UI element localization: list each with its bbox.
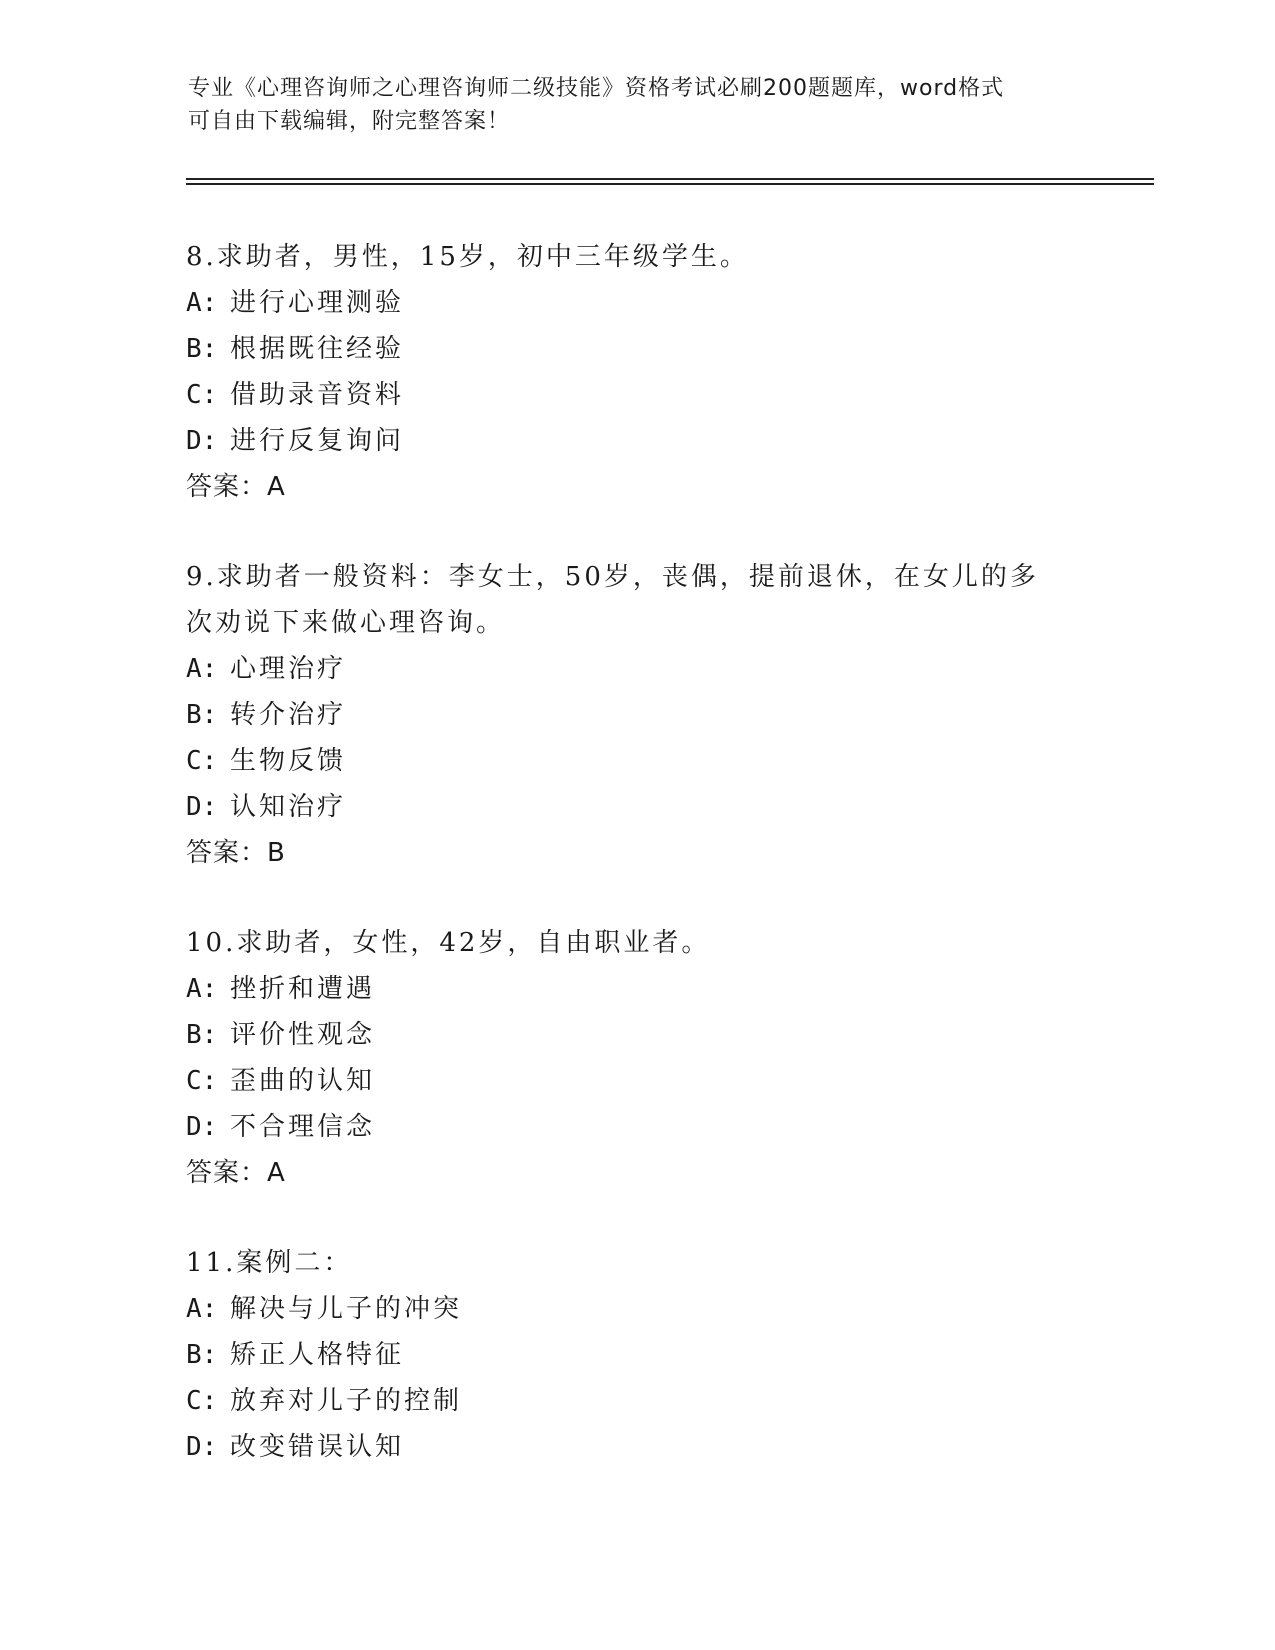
- option-key: C:: [186, 380, 218, 410]
- option-key: D:: [186, 1112, 218, 1142]
- question-8: [186, 234, 1086, 510]
- option-b: [186, 1012, 1086, 1058]
- question-10: [186, 920, 1086, 1196]
- answer-line: 答案：A: [186, 472, 286, 502]
- option-text: 改变错误认知: [230, 1432, 405, 1462]
- header-line-1: 专业《心理咨询师之心理咨询师二级技能》资格考试必刷200题题库，word格式: [188, 76, 1005, 101]
- question-stem: 8.求助者，男性，15岁，初中三年级学生。: [186, 242, 749, 272]
- option-key: C:: [186, 746, 218, 776]
- question-stem: 11.案例二：: [186, 1248, 353, 1278]
- option-text: 认知治疗: [230, 792, 347, 822]
- option-key: C:: [186, 1066, 218, 1096]
- option-d: [186, 1424, 1086, 1470]
- option-text: 不合理信念: [230, 1112, 376, 1142]
- header-line-2: 可自由下载编辑，附完整答案！: [188, 109, 511, 134]
- option-key: B:: [186, 700, 218, 730]
- option-b: [186, 326, 1086, 372]
- option-key: B:: [186, 1020, 218, 1050]
- option-key: D:: [186, 426, 218, 456]
- option-key: A:: [186, 1294, 218, 1324]
- option-text: 转介治疗: [230, 700, 347, 730]
- option-text: 放弃对儿子的控制: [230, 1386, 463, 1416]
- option-key: C:: [186, 1386, 218, 1416]
- question-11: [186, 1240, 1086, 1470]
- option-b: [186, 692, 1086, 738]
- document-header: [188, 72, 1088, 138]
- question-stem: 9.求助者一般资料：李女士，50岁，丧偶，提前退休，在女儿的多次劝说下来做心理咨询。: [186, 562, 1039, 638]
- option-key: A:: [186, 654, 218, 684]
- option-text: 评价性观念: [230, 1020, 376, 1050]
- option-c: [186, 372, 1086, 418]
- answer-line: 答案：A: [186, 1158, 286, 1188]
- option-c: [186, 1058, 1086, 1104]
- option-text: 进行反复询问: [230, 426, 405, 456]
- option-a: [186, 1286, 1086, 1332]
- option-key: D:: [186, 1432, 218, 1462]
- option-d: [186, 418, 1086, 464]
- question-stem: 10.求助者，女性，42岁，自由职业者。: [186, 928, 711, 958]
- option-text: 解决与儿子的冲突: [230, 1294, 463, 1324]
- option-a: [186, 646, 1086, 692]
- header-divider-bottom: [186, 183, 1154, 185]
- option-text: 矫正人格特征: [230, 1340, 405, 1370]
- option-c: [186, 738, 1086, 784]
- option-text: 生物反馈: [230, 746, 347, 776]
- option-key: A:: [186, 288, 218, 318]
- option-text: 进行心理测验: [230, 288, 405, 318]
- option-a: [186, 280, 1086, 326]
- option-text: 根据既往经验: [230, 334, 405, 364]
- question-9: [186, 554, 1086, 876]
- option-text: 挫折和遭遇: [230, 974, 376, 1004]
- option-key: B:: [186, 1340, 218, 1370]
- option-text: 借助录音资料: [230, 380, 405, 410]
- option-a: [186, 966, 1086, 1012]
- option-c: [186, 1378, 1086, 1424]
- option-d: [186, 1104, 1086, 1150]
- option-text: 歪曲的认知: [230, 1066, 376, 1096]
- option-d: [186, 784, 1086, 830]
- option-key: B:: [186, 334, 218, 364]
- answer-line: 答案：B: [186, 838, 286, 868]
- option-key: D:: [186, 792, 218, 822]
- question-list: [186, 234, 1086, 1514]
- option-key: A:: [186, 974, 218, 1004]
- option-text: 心理治疗: [230, 654, 347, 684]
- option-b: [186, 1332, 1086, 1378]
- header-divider-top: [186, 178, 1154, 180]
